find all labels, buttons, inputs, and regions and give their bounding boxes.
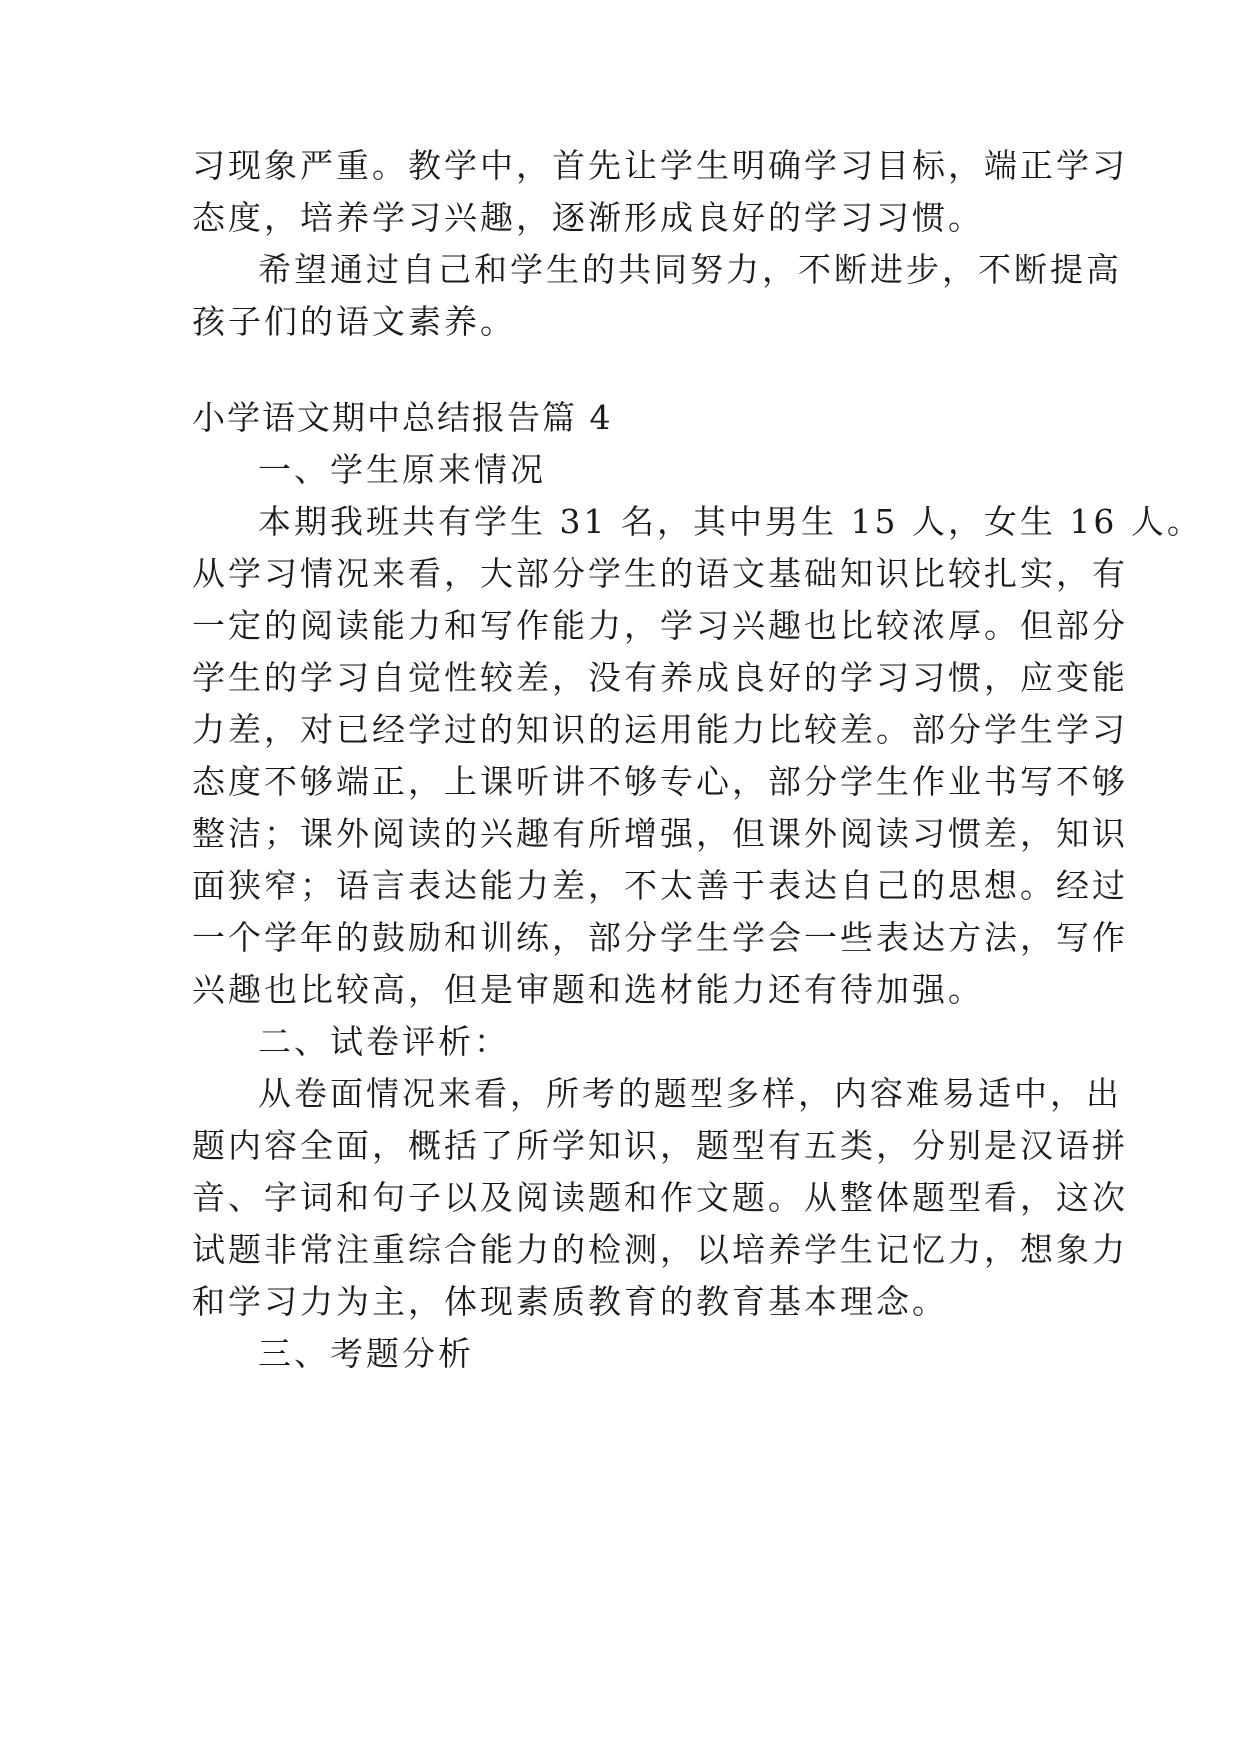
paragraph-line: 态度，培养学习兴趣，逐渐形成良好的学习习惯。 [192, 198, 984, 237]
paragraph-line: 和学习力为主，体现素质教育的教育基本理念。 [192, 1282, 948, 1321]
paragraph-line: 面狭窄；语言表达能力差，不太善于表达自己的思想。经过 [192, 866, 1128, 905]
section-title: 小学语文期中总结报告篇 4 [192, 398, 613, 437]
paragraph-line: 从学习情况来看，大部分学生的语文基础知识比较扎实，有 [192, 554, 1128, 593]
paragraph-line: 一定的阅读能力和写作能力，学习兴趣也比较浓厚。但部分 [192, 606, 1128, 645]
section-heading: 三、考题分析 [258, 1334, 474, 1373]
paragraph-line: 一个学年的鼓励和训练，部分学生学会一些表达方法，写作 [192, 918, 1128, 957]
paragraph-line: 试题非常注重综合能力的检测，以培养学生记忆力，想象力 [192, 1230, 1128, 1269]
paragraph-line: 音、字词和句子以及阅读题和作文题。从整体题型看，这次 [192, 1178, 1128, 1217]
paragraph-line: 力差，对已经学过的知识的运用能力比较差。部分学生学习 [192, 710, 1128, 749]
paragraph-line: 题内容全面，概括了所学知识，题型有五类，分别是汉语拼 [192, 1126, 1128, 1165]
paragraph-line: 态度不够端正，上课听讲不够专心，部分学生作业书写不够 [192, 762, 1128, 801]
paragraph-line: 孩子们的语文素养。 [192, 302, 516, 341]
paragraph-line: 学生的学习自觉性较差，没有养成良好的学习习惯，应变能 [192, 658, 1128, 697]
paragraph-line: 从卷面情况来看，所考的题型多样，内容难易适中，出 [258, 1074, 1122, 1113]
paragraph-line: 本期我班共有学生 31 名，其中男生 15 人，女生 16 人。 [258, 502, 1203, 541]
section-heading: 一、学生原来情况 [258, 450, 546, 489]
section-heading: 二、试卷评析： [258, 1022, 510, 1061]
paragraph-line: 整洁；课外阅读的兴趣有所增强，但课外阅读习惯差，知识 [192, 814, 1128, 853]
paragraph-line: 兴趣也比较高，但是审题和选材能力还有待加强。 [192, 970, 984, 1009]
paragraph-line: 习现象严重。教学中，首先让学生明确学习目标，端正学习 [192, 146, 1128, 185]
paragraph-line: 希望通过自己和学生的共同努力，不断进步，不断提高 [258, 250, 1122, 289]
